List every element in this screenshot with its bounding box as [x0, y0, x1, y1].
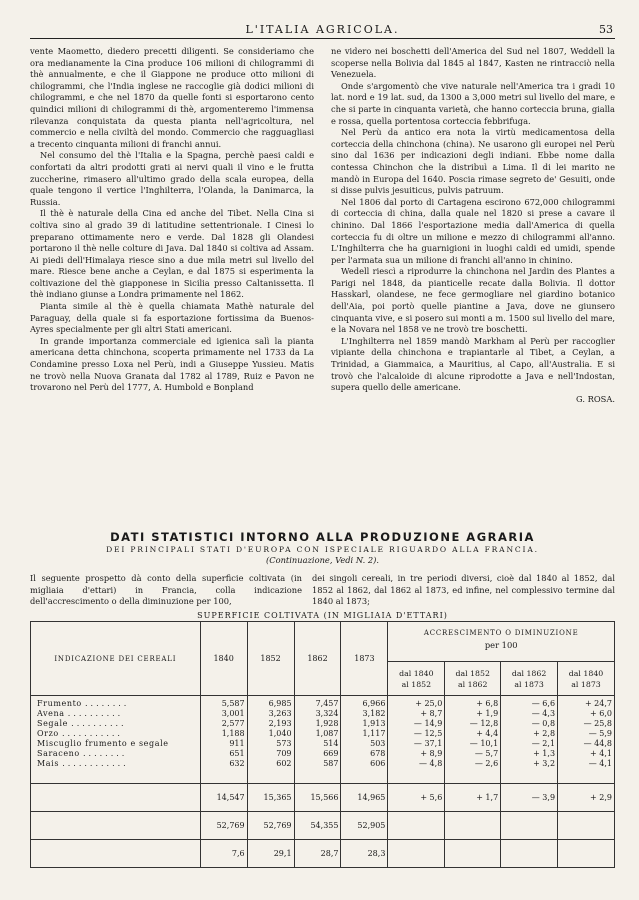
paragraph: Nel consumo del thè l'Italia e la Spagna, perchè paesi caldi e confortati da altri prodotti grati ai nervi quali il vino e le frutta zuccherine, rimasero all'ultimo grado della scala europea, della quale tengono il vertice l'Inghilterra, l'Olanda, la Danimarca, la Russia.	[30, 150, 314, 207]
cereal-name: Frumento ........	[37, 699, 130, 708]
summary-value: 52,905	[341, 812, 388, 840]
paragraph: vente Maometto, diedero precetti diligenti. Se consideriamo che ora medianamente la Cina produce 106 milioni di chilogrammi di thè annualmente, e che il Giappone ne produce otto milioni di chilogrammi, che l'India inglese ne raccoglie già dodici milioni di chilogrammi, e che nel 1870 da quelle fonti si esportarono cento quindici milioni di chilogrammi di thè, argomenteremo l'immensa rilevanza conquistata da questa pianta nell'agricoltura, nel commercio e nella civiltà del mondo. Commercio che ragguagliasi a trecento cinquanta milioni di franchi annui.	[30, 46, 314, 149]
page-number: 53	[599, 23, 613, 36]
table-caption: SUPERFICIE COLTIVATA (IN MIGLIAIA D'ETTARI)	[197, 611, 448, 620]
empty-cell	[501, 840, 558, 868]
change-header-title: ACCRESCIMENTO O DIMINUZIONE	[423, 629, 579, 637]
summary-row	[31, 840, 615, 868]
section-subtitle: DEI PRINCIPALI STATI D'EUROPA CON ISPECIALE RIGUARDO ALLA FRANCIA.	[106, 545, 539, 554]
running-header	[30, 22, 615, 39]
page	[30, 22, 615, 882]
left-column	[30, 46, 314, 394]
paragraph: L'Inghilterra nel 1859 mandò Markham al Perù per raccoglier vipiante della chinchona e trapiantarle al Tibet, a Ceylan, a Trinidad, a Giammaica, a Mauritius, al Capo, all'Australia. E si trovò che l'alcaloide di alcune riprodotte a Java e nell'Indostan, supera quello delle americane.	[331, 335, 615, 393]
author-signature: G. ROSA.	[576, 393, 615, 404]
total-change: + 5,6	[388, 784, 445, 812]
empty-cell	[445, 840, 501, 868]
cereal-rows	[31, 696, 615, 784]
empty-cell	[388, 812, 445, 840]
total-change: — 3,9	[501, 784, 558, 812]
empty-cell	[31, 784, 201, 812]
paragraph: Wedell riescì a riprodurre la chinchona nel Jardin des Plantes a Parigi nel 1848, da pianticelle recate dalla Bolivia. Il dottor Hasskarl, olandese, ne fece germogliare nel giardino botanico dell'Aia, poi portò quelle piantine a Java, dove ne giunsero cinquanta vive, e si posero sui monti a m. 1500 sul livello del mare, e la Novara nel 1858 ve ne trovò tre boschetti.	[331, 266, 615, 335]
empty-cell	[445, 812, 501, 840]
total-value: 14,965	[341, 784, 388, 812]
year-header: 1840	[200, 622, 247, 696]
changes-1862-1873: — 6,6 — 4,3 — 0,8 + 2,8 — 2,1 + 1,3 + 3,2	[501, 696, 558, 784]
section-heading	[30, 530, 615, 565]
paragraph: Il thè è naturale della Cina ed anche del Tibet. Nella Cina si coltiva sino al grado 39 di latitudine settentrionale. I Cinesi lo preparano ottimamente nero e verde. Dal 1828 gli Olandesi portarono il thè nelle colture di Java. Dal 1840 si coltiva ad Assam. Ai piedi dell'Himalaya riesce sino a due mila metri sul livello del mare. Riesce bene anche a Ceylan, e dal 1875 si esperimenta la coltivazione del thè giapponese in Sicilia presso Caltanissetta. Il thè indiano giunse a Londra primamente nel 1862.	[30, 208, 314, 300]
empty-cell	[558, 812, 615, 840]
change-header-unit: per 100	[484, 640, 518, 650]
total-change: + 2,9	[558, 784, 615, 812]
period-header: dal 1840 al 1873	[558, 662, 615, 696]
cereal-name: Miscuglio frumento e segale	[37, 739, 169, 748]
values-1852: 6,985 3,263 2,193 1,040 573 709 602	[247, 696, 294, 784]
section-continuation: (Continuazione, Vedi N. 2).	[266, 555, 379, 565]
summary-row	[31, 812, 615, 840]
year-header: 1852	[247, 622, 294, 696]
empty-cell	[31, 812, 201, 840]
values-1840: 5,587 3,001 2,577 1,188 911 651 632	[200, 696, 247, 784]
values-1862: 7,457 3,324 1,928 1,087 514 669 587	[294, 696, 341, 784]
empty-cell	[388, 840, 445, 868]
article-body	[30, 46, 615, 522]
period-header: dal 1862 al 1873	[501, 662, 558, 696]
cereal-names	[31, 696, 201, 784]
changes-1840-1873: + 24,7 + 6,0 — 25,8 — 5,9 — 44,8 + 4,1 — 4,1	[558, 696, 615, 784]
changes-1852-1862: + 6,8 + 1,9 — 12,8 + 4,4 — 10,1 — 5,7 — 2,6	[445, 696, 501, 784]
changes-1840-1852: + 25,0 + 8,7 — 14,9 — 12,5 — 37,1 + 8,9 — 4,8	[388, 696, 445, 784]
summary-value: 28,3	[341, 840, 388, 868]
summary-value: 52,769	[247, 812, 294, 840]
statistics-table	[30, 621, 615, 868]
summary-value: 54,355	[294, 812, 341, 840]
cereal-name: Segale ..........	[37, 719, 127, 728]
empty-cell	[558, 840, 615, 868]
period-header: dal 1840 al 1852	[388, 662, 445, 696]
intro-right: dei singoli cereali, in tre periodi diversi, cioè dal 1840 al 1852, dal 1852 al 1862, dal 1862 al 1873, ed infine, nel complessivo termine dal 1840 al 1873;	[312, 573, 615, 607]
paragraph: Nel 1806 dal porto di Cartagena escirono 672,000 chilogrammi di corteccia di china, dalla quale nel 1820 si prese a cavare il chinino. Dal 1866 l'esportazione media dall'America di quella corteccia fu di oltre un milione e mezzo di chilogrammi all'anno. L'Inghilterra che ha guarnigioni in luoghi caldi ed umidi, spende per l'armata sua un milione di franchi all'anno in chinino.	[331, 196, 615, 265]
paragraph: Pianta simile al thè è quella chiamata Mathè naturale del Paraguay, della quale si fa esportazione fortissima da Buenos-Ayres specialmente per gli altri Stati americani.	[30, 301, 314, 335]
cereal-name: Saraceno ........	[37, 749, 128, 758]
totals-row	[31, 784, 615, 812]
section-title: DATI STATISTICI INTORNO ALLA PRODUZIONE AGRARIA	[110, 530, 535, 544]
total-value: 14,547	[200, 784, 247, 812]
total-change: + 1,7	[445, 784, 501, 812]
cereal-name: Avena ..........	[37, 709, 124, 718]
paragraph: ne videro nei boschetti dell'America del Sud nel 1807, Weddell la scoperse nella Bolivia dal 1845 al 1847, Kasten ne rintracciò nella Venezuela.	[331, 46, 615, 80]
summary-value: 29,1	[247, 840, 294, 868]
empty-cell	[501, 812, 558, 840]
summary-value: 28,7	[294, 840, 341, 868]
paragraph: Nel Perù da antico era nota la virtù medicamentosa della corteccia della chinchona (china). Ne usarono gli europei nel Perù sino dal 1636 per indicazioni degli indiani. Ebbe nome dalla contessa Chinchon che la distribuì a Lima. Il di lei marito ne mandò in Europa del 1640. Poscia rimase segreto de' Gesuiti, onde si disse pulvis jesuiticus, pulvis patruum.	[331, 127, 615, 196]
cereal-name: Orzo ...........	[37, 729, 123, 738]
summary-value: 7,6	[200, 840, 247, 868]
change-header	[388, 622, 615, 662]
summary-value: 52,769	[200, 812, 247, 840]
year-header: 1873	[341, 622, 388, 696]
cereal-column-header: INDICAZIONE DEI CEREALI	[31, 622, 201, 696]
total-value: 15,566	[294, 784, 341, 812]
right-column	[331, 46, 615, 405]
intro-left: Il seguente prospetto dà conto della superficie coltivata (in migliaia d'ettari) in Francia, colla indicazione dell'accrescimento o della diminuzione per 100,	[30, 573, 302, 607]
total-value: 15,365	[247, 784, 294, 812]
paragraph: In grande importanza commerciale ed igienica salì la pianta americana detta chinchona, scoperta primamente nel 1733 da La Condamine presso Loxa nel Perù, indi a Giuseppe Yussieu. Matis ne trovò nella Nuova Granata dal 1782 al 1789, Ruiz e Pavon ne trovarono nel Perù del 1777, A. Humbold e Bonpland	[30, 335, 314, 393]
paragraph: Onde s'argomentò che vive naturale nell'America tra i gradi 10 lat. nord e 19 lat. sud, da 1300 a 3,000 metri sul livello del mare, e che si parte in cinquanta varietà, che hanno corteccia bruna, gialla e rossa, quella portentosa corteccia febbrifuga.	[331, 80, 615, 126]
empty-cell	[31, 840, 201, 868]
values-1873: 6,966 3,182 1,913 1,117 503 678 606	[341, 696, 388, 784]
cereal-name: Mais ............	[37, 759, 129, 768]
year-header: 1862	[294, 622, 341, 696]
journal-title: L'ITALIA AGRICOLA.	[245, 23, 400, 36]
period-header: dal 1852 al 1862	[445, 662, 501, 696]
